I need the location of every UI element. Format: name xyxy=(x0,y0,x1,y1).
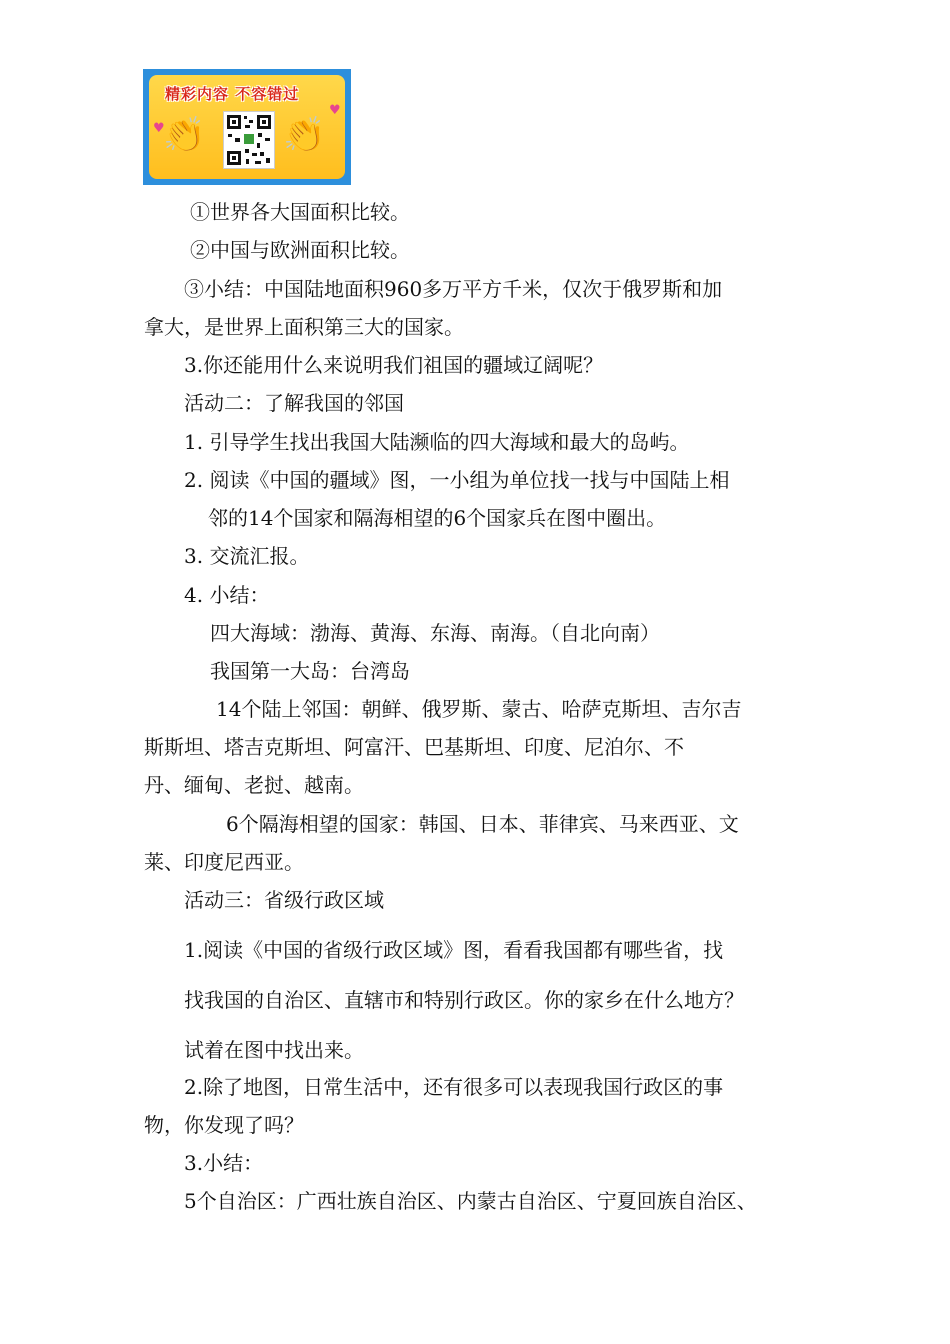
text-line: 2. 阅读《中国的疆域》图，一小组为单位找一找与中国陆上相 xyxy=(184,468,730,492)
heart-icon: ♥ xyxy=(153,121,165,136)
text-line: 斯斯坦、塔吉克斯坦、阿富汗、巴基斯坦、印度、尼泊尔、不 xyxy=(144,735,684,759)
clapping-hands-icon: 👏 xyxy=(163,115,206,155)
text-line: 丹、缅甸、老挝、越南。 xyxy=(144,773,364,797)
heart-icon: ♥ xyxy=(329,103,341,118)
text-line: 物，你发现了吗？ xyxy=(144,1113,304,1137)
text-line: 4. 小结： xyxy=(184,583,270,607)
text-line: ③小结：中国陆地面积960多万平方千米，仅次于俄罗斯和加 xyxy=(184,277,723,301)
section-heading: 活动三：省级行政区域 xyxy=(184,888,384,912)
promo-banner[interactable] xyxy=(143,69,351,185)
promo-banner-panel xyxy=(149,75,345,179)
text-line: 14个陆上邻国：朝鲜、俄罗斯、蒙古、哈萨克斯坦、吉尔吉 xyxy=(216,697,742,721)
text-line: 邻的14个国家和隔海相望的6个国家兵在图中圈出。 xyxy=(208,506,667,530)
text-line: 3.你还能用什么来说明我们祖国的疆域辽阔呢？ xyxy=(184,353,604,377)
qr-code-icon[interactable] xyxy=(223,111,275,169)
text-line: 3.小结： xyxy=(184,1151,264,1175)
text-line: 我国第一大岛：台湾岛 xyxy=(210,659,410,683)
text-line: 6个隔海相望的国家：韩国、日本、菲律宾、马来西亚、文 xyxy=(226,812,739,836)
text-line: 找我国的自治区、直辖市和特别行政区。你的家乡在什么地方？ xyxy=(184,988,744,1012)
text-line: 1. 引导学生找出我国大陆濒临的四大海域和最大的岛屿。 xyxy=(184,430,690,454)
text-line: 莱、印度尼西亚。 xyxy=(144,850,304,874)
text-line: ②中国与欧洲面积比较。 xyxy=(190,238,410,262)
text-line: 拿大，是世界上面积第三大的国家。 xyxy=(144,315,464,339)
text-line: 3. 交流汇报。 xyxy=(184,544,310,568)
text-line: 2.除了地图，日常生活中，还有很多可以表现我国行政区的事 xyxy=(184,1075,724,1099)
text-line: ①世界各大国面积比较。 xyxy=(190,200,410,224)
text-line: 1.阅读《中国的省级行政区域》图，看看我国都有哪些省，找 xyxy=(184,938,724,962)
text-line: 试着在图中找出来。 xyxy=(184,1038,364,1062)
clapping-hands-icon: 👏 xyxy=(283,115,326,155)
promo-banner-title: 精彩内容 不容错过 xyxy=(165,85,300,103)
section-heading: 活动二：了解我国的邻国 xyxy=(184,391,404,415)
text-line: 5个自治区：广西壮族自治区、内蒙古自治区、宁夏回族自治区、 xyxy=(184,1189,757,1213)
text-line: 四大海域：渤海、黄海、东海、南海。（自北向南） xyxy=(210,621,660,645)
